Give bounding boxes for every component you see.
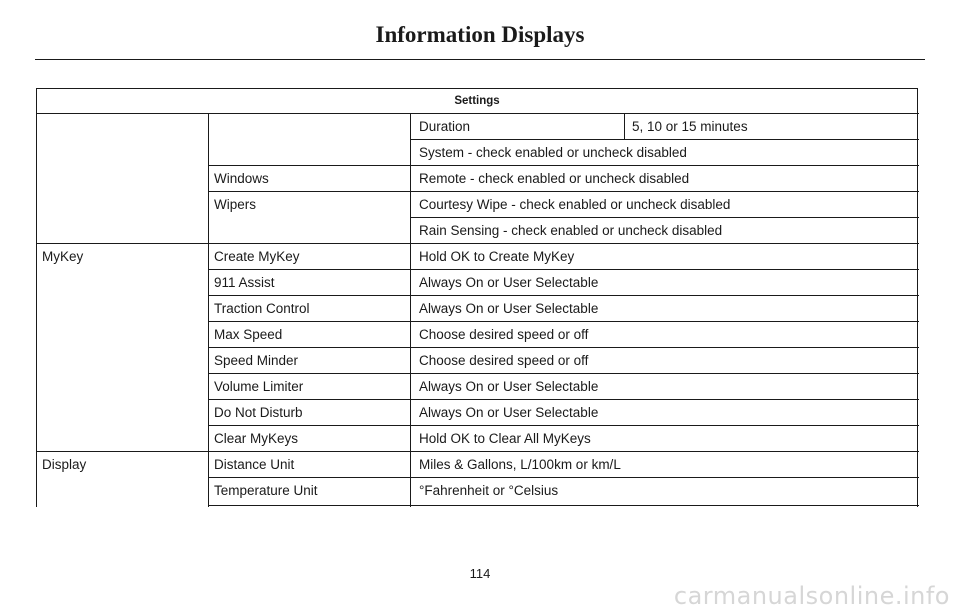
table-row	[36, 114, 918, 140]
table-row	[36, 374, 918, 400]
table-row	[36, 400, 918, 426]
row-divider	[208, 477, 919, 478]
cell-setting: Create MyKey	[214, 249, 300, 264]
table-row	[36, 348, 918, 374]
cell-category: Display	[42, 457, 87, 472]
cell-setting: 911 Assist	[214, 275, 275, 290]
cell-setting: Volume Limiter	[214, 379, 304, 394]
row-divider	[410, 139, 919, 140]
cell-option: System - check enabled or uncheck disabled	[419, 145, 687, 160]
cell-option: Courtesy Wipe - check enabled or uncheck disabled	[419, 197, 731, 212]
row-divider	[208, 399, 919, 400]
row-divider	[208, 373, 919, 374]
row-divider	[36, 243, 919, 244]
cell-setting: Do Not Disturb	[214, 405, 303, 420]
cell-setting: Windows	[214, 171, 269, 186]
row-divider	[36, 113, 919, 114]
cell-option: Remote - check enabled or uncheck disabled	[419, 171, 690, 186]
cell-setting: Temperature Unit	[214, 483, 318, 498]
cell-option: °Fahrenheit or °Celsius	[419, 483, 559, 498]
row-divider	[208, 269, 919, 270]
watermark: carmanualsonline.info	[673, 582, 950, 610]
table-row	[36, 166, 918, 192]
cell-setting: Speed Minder	[214, 353, 299, 368]
table-border-left	[36, 88, 37, 507]
cell-option: Always On or User Selectable	[419, 405, 599, 420]
title-divider	[35, 59, 925, 60]
cell-option: Hold OK to Clear All MyKeys	[419, 431, 591, 446]
cell-value: 5, 10 or 15 minutes	[632, 119, 748, 134]
column-divider	[410, 113, 411, 507]
row-divider	[208, 191, 919, 192]
table-row	[36, 296, 918, 322]
row-divider	[208, 505, 919, 506]
cell-option: Duration	[419, 119, 471, 134]
row-divider	[208, 165, 919, 166]
table-border-right	[917, 88, 918, 507]
table-header: Settings	[36, 88, 918, 114]
row-divider	[36, 451, 919, 452]
cell-category: MyKey	[42, 249, 84, 264]
table-row	[36, 322, 918, 348]
cell-setting: Traction Control	[214, 301, 310, 316]
cell-option: Miles & Gallons, L/100km or km/L	[419, 457, 621, 472]
cell-option: Always On or User Selectable	[419, 379, 599, 394]
cell-setting: Clear MyKeys	[214, 431, 299, 446]
column-divider	[624, 113, 625, 139]
cell-setting: Wipers	[214, 197, 257, 212]
table-row	[36, 452, 918, 478]
page-number: 114	[469, 566, 491, 581]
row-divider	[208, 347, 919, 348]
table-row	[36, 140, 918, 166]
row-divider	[208, 425, 919, 426]
cell-option: Hold OK to Create MyKey	[419, 249, 575, 264]
table-row	[36, 478, 918, 504]
table-row	[36, 426, 918, 452]
table-row	[36, 218, 918, 244]
table-row	[36, 270, 918, 296]
cell-option: Always On or User Selectable	[419, 275, 599, 290]
settings-table	[36, 88, 918, 504]
table-row	[36, 244, 918, 270]
cell-option: Rain Sensing - check enabled or uncheck disabled	[419, 223, 723, 238]
table-row	[36, 192, 918, 218]
cell-setting: Distance Unit	[214, 457, 295, 472]
cell-option: Choose desired speed or off	[419, 327, 589, 342]
page-title: Information Displays	[375, 22, 585, 47]
cell-option: Choose desired speed or off	[419, 353, 589, 368]
cell-option: Always On or User Selectable	[419, 301, 599, 316]
cell-setting: Max Speed	[214, 327, 283, 342]
row-divider	[410, 217, 919, 218]
column-divider	[208, 113, 209, 507]
row-divider	[208, 321, 919, 322]
row-divider	[208, 295, 919, 296]
